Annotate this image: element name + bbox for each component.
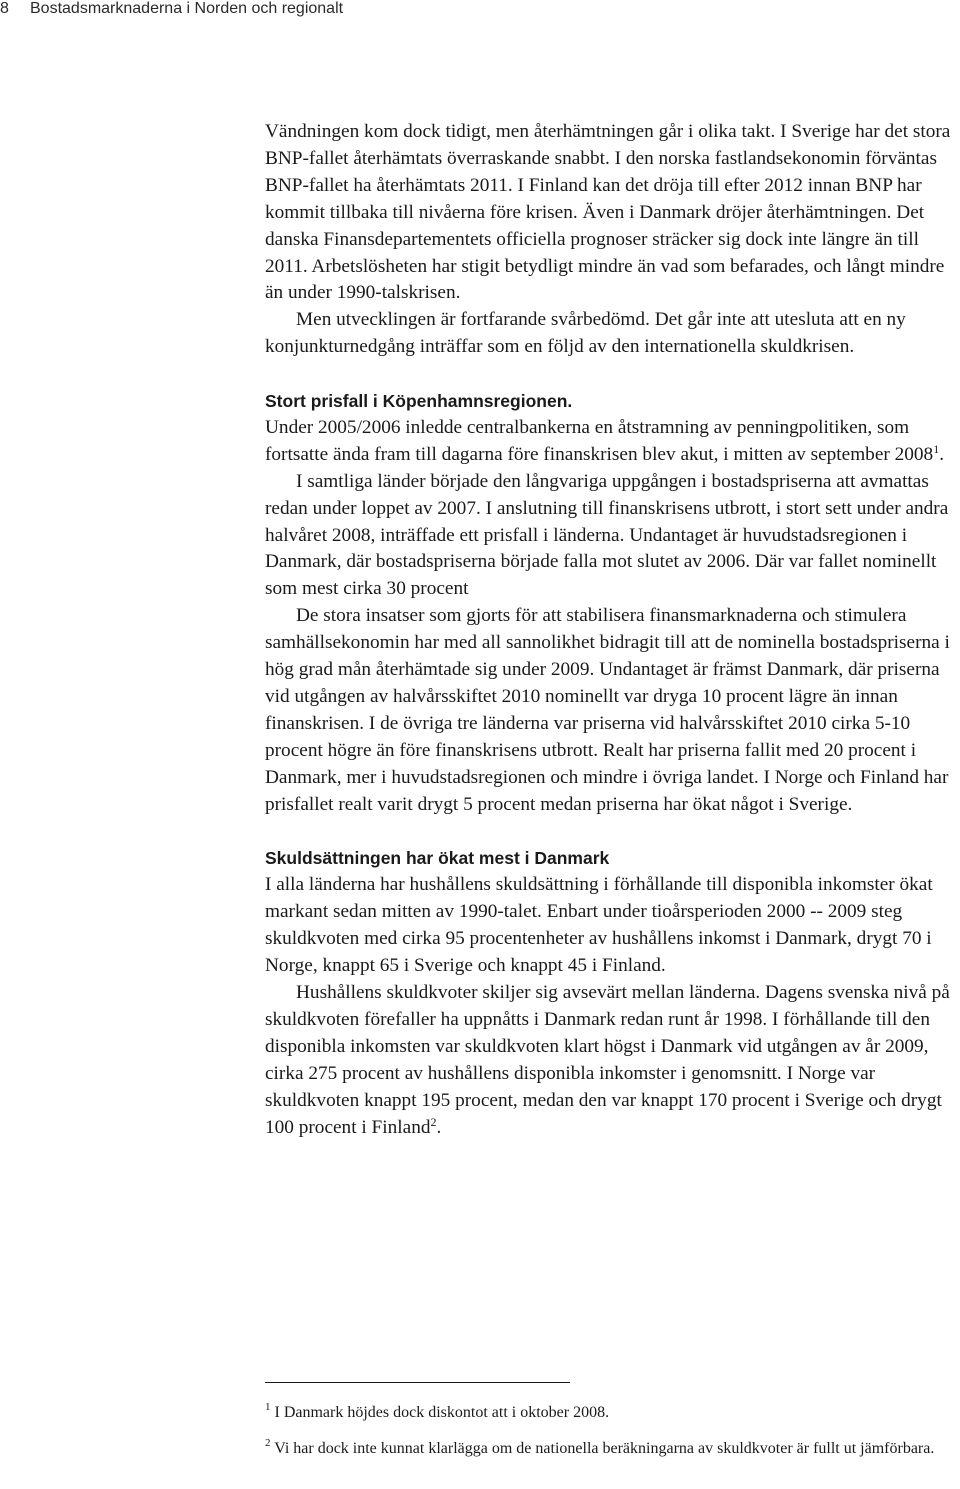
- paragraph: [265, 415, 957, 469]
- footnote-reference: 1: [933, 441, 940, 456]
- paragraph: I alla länderna har hushållens skuldsättning i förhållande till disponibla inkomster ökat markant sedan mitten av 1990-talet. Enbart under tioårsperioden 2000 -- 2009 steg skuldkvoten med cirka 95 procentenheter av hushållens inkomst i Danmark, drygt 70 i Norge, knappt 65 i Sverige och knappt 45 i Finland.: [265, 874, 933, 977]
- footnote-divider: [265, 1382, 570, 1383]
- footnote-number: 1: [265, 1401, 271, 1413]
- footnote: [265, 1402, 957, 1424]
- paragraph: De stora insatser som gjorts för att stabilisera finansmarknaderna och stimulera samhällsekonomin har med all sannolikhet bidragit till att de nominella bostadspriserna i hög grad mån återhämtade sig under 2009. Undantaget är främst Danmark, där priserna vid utgången av halvårsskiftet 2010 nominellt var dryga 10 procent lägre än innan finanskrisen. I de övriga tre länderna var priserna vid halvårsskiftet 2010 cirka 5-10 procent högre än före finanskrisens utbrott. Realt har priserna fallit med 20 procent i Danmark, mer i huvudstadsregionen och mindre i övriga landet. I Norge och Finland har prisfallet realt varit drygt 5 procent medan priserna har ökat något i Sverige.: [265, 605, 950, 815]
- page-header: [0, 0, 960, 20]
- footnote: [265, 1438, 957, 1460]
- paragraph: Vändningen kom dock tidigt, men återhämtningen går i olika takt. I Sverige har det stora BNP-fallet återhämtats överraskande snabbt. I den norska fastlandsekonomin förväntas BNP-fallet ha återhämtats 2011. I Finland kan det dröja till efter 2012 innan BNP har kommit tillbaka till nivåerna före krisen. Även i Danmark dröjer återhämtningen. Det danska Finansdepartementets officiella prognoser sträcker sig dock inte längre än till 2011. Arbetslösheten har stigit betydligt mindre än vad som befarades, och långt mindre än under 1990-talskrisen.: [265, 121, 951, 304]
- paragraph-text: Hushållens skuldkvoter skiljer sig avsevärt mellan länderna. Dagens svenska nivå på skuldkvoten förefaller ha uppnåtts i Danmark redan runt år 1998. I förhållande till den disponibla inkomsten var skuldkvoten klart högst i Danmark vid utgången av år 2009, cirka 275 procent av hushållens disponibla inkomster i genomsnitt. I Norge var skuldkvoten knappt 195 procent, medan den var knappt 170 procent i Sverige och drygt 100 procent i Finland: [265, 981, 950, 1138]
- paragraph: [265, 980, 957, 1141]
- section-heading: Skuldsättningen har ökat mest i Danmark: [265, 848, 610, 869]
- footnote-reference: 2: [430, 1114, 437, 1129]
- running-title: Bostadsmarknaderna i Norden och regionalt: [30, 0, 344, 17]
- paragraph-text: Under 2005/2006 inledde centralbankerna en åtstramning av penningpolitiken, som fortsatte ända fram till dagarna före finanskrisen blev akut, i mitten av september 2008: [265, 416, 934, 465]
- footnote-text: Vi har dock inte kunnat klarlägga om de nationella beräkningarna av skuldkvoter är fullt ut jämförbara.: [274, 1439, 935, 1457]
- paragraph: Men utvecklingen är fortfarande svårbedömd. Det går inte att utesluta att en ny konjunkturnedgång inträffar som en följd av den internationella skuldkrisen.: [265, 309, 906, 358]
- section-heading: Stort prisfall i Köpenhamnsregionen.: [265, 391, 573, 412]
- footnote-number: 2: [265, 1436, 271, 1449]
- paragraph: I samtliga länder började den långvariga uppgången i bostadspriserna att avmattas redan under loppet av 2007. I anslutning till finanskrisens utbrott, i stort sett under andra halvåret 2008, inträffade ett prisfall i länderna. Undantaget är huvudstadsregionen i Danmark, där bostadspriserna började falla mot slutet av 2006. Där var fallet nominellt som mest cirka 30 procent: [265, 470, 949, 600]
- paragraph-end: .: [436, 1116, 442, 1138]
- footnote-text: I Danmark höjdes dock diskontot att i oktober 2008.: [274, 1404, 610, 1421]
- paragraph-end: .: [939, 443, 945, 465]
- body-text: [265, 119, 957, 1141]
- page-number: 8: [0, 0, 9, 17]
- footnotes: [265, 1402, 957, 1459]
